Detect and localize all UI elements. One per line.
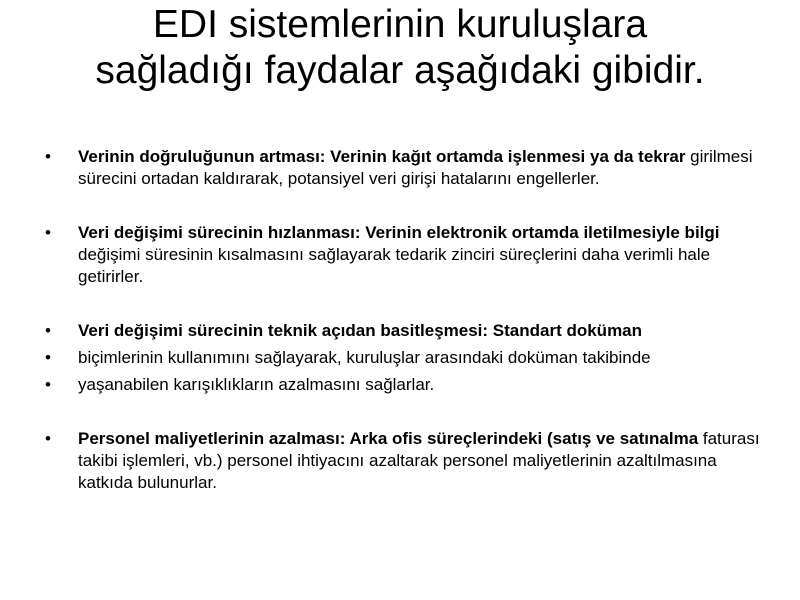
bullet-icon: • (45, 348, 51, 367)
bullet-item-speed (42, 222, 762, 288)
bullet-text: yaşanabilen karışıklıkların azalmasını sağlarlar. (78, 375, 435, 394)
slide-title-line-1: EDI sistemlerinin kuruluşlara (152, 3, 648, 46)
bullet-icon: • (45, 429, 51, 448)
bullet-item-simplification (42, 320, 762, 342)
bullet-icon: • (45, 223, 51, 242)
bullet-icon: • (45, 147, 51, 166)
bullet-text: girilmesi sürecini ortadan kaldırarak, potansiyel veri girişi hatalarını engellerler. (78, 147, 753, 188)
bullet-text: faturası takibi işlemleri, vb.) personel ihtiyacını azaltarak personel maliyetlerinin azaltılmasına katkıda bulunurlar. (78, 429, 760, 492)
bullet-item-accuracy (42, 146, 762, 190)
bullet-item-formats (42, 347, 762, 369)
bullet-item-personnel (42, 428, 762, 494)
bullet-icon: • (45, 321, 51, 340)
bullet-heading: Verinin doğruluğunun artması: Verinin kağıt ortamda işlenmesi ya da tekrar (78, 147, 686, 166)
bullet-item-confusion (42, 374, 762, 396)
bullet-text: değişimi süresinin kısalmasını sağlayarak tedarik zinciri süreçlerini daha verimli hale getirirler. (78, 245, 711, 286)
bullet-heading: Personel maliyetlerinin azalması: Arka ofis süreçlerindeki (satış ve satınalma (78, 429, 699, 448)
bullet-text: biçimlerinin kullanımını sağlayarak, kuruluşlar arasındaki doküman takibinde (78, 348, 651, 367)
bullet-icon: • (45, 375, 51, 394)
bullet-list (42, 146, 762, 494)
slide-title-line-2: sağladığı faydalar aşağıdaki gibidir. (95, 49, 705, 92)
bullet-heading: Veri değişimi sürecinin hızlanması: Verinin elektronik ortamda iletilmesiyle bilgi (78, 223, 720, 242)
slide-title (20, 2, 780, 94)
bullet-heading: Veri değişimi sürecinin teknik açıdan basitleşmesi: Standart doküman (78, 321, 643, 340)
